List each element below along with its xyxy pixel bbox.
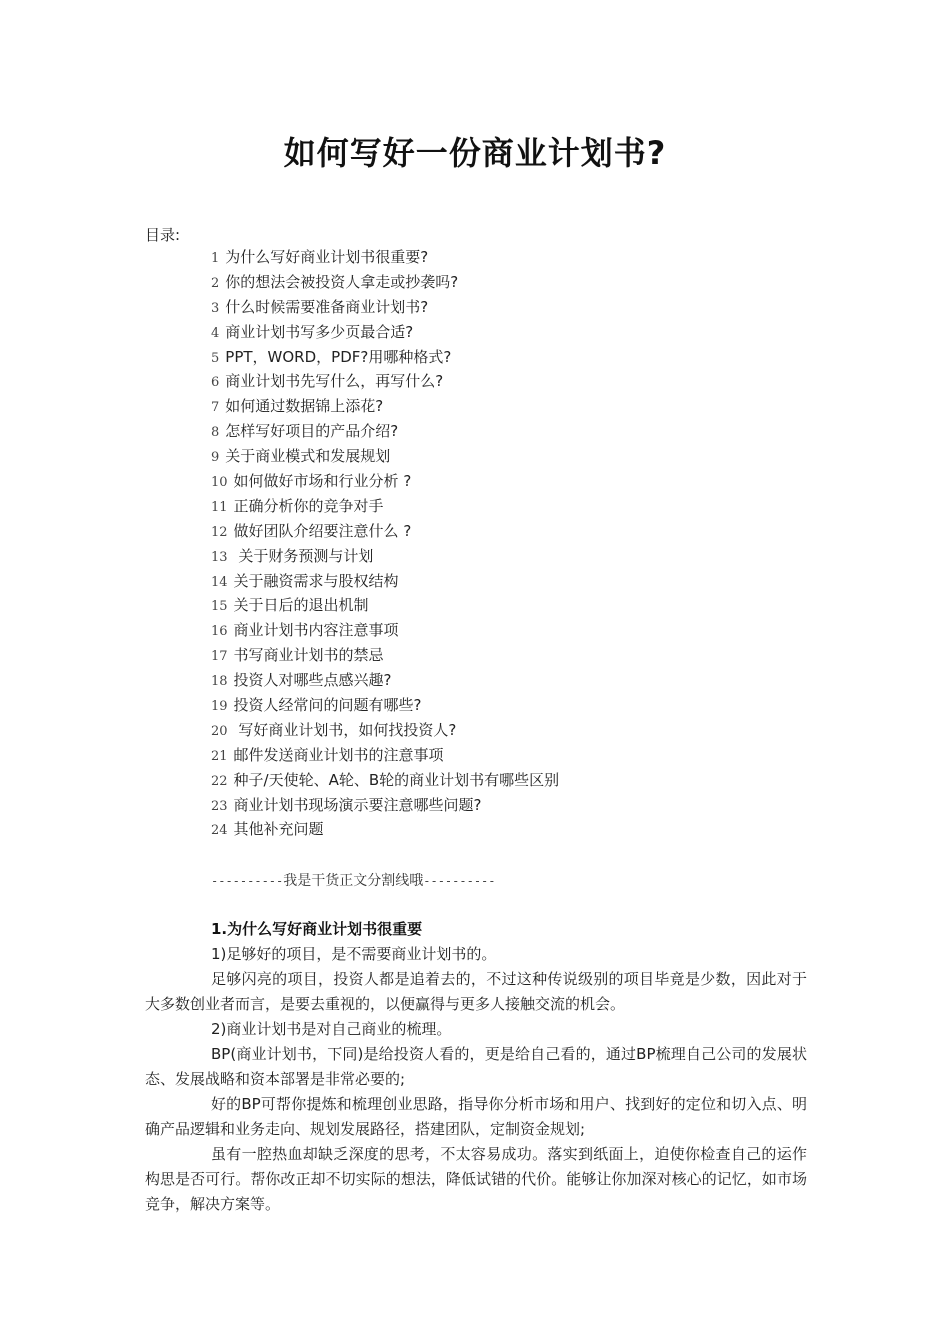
toc-item-number: 14 [211,574,228,590]
section-divider [211,870,496,890]
paragraph: 好的BP可帮你提炼和梳理创业思路，指导你分析市场和用户、找到好的定位和切入点、明确产品逻辑和业务走向、规划发展路径，搭建团队，定制资金规划; [145,1095,807,1138]
toc-item-text: 你的想法会被投资人拿走或抄袭吗? [225,272,459,291]
toc-item-number: 4 [211,325,220,341]
toc-item-text: 关于商业模式和发展规划 [225,447,391,466]
paragraph: BP(商业计划书，下同)是给投资人看的，更是给自己看的，通过BP梳理自己公司的发展状态、发展战略和资本部署是非常必要的; [145,1045,807,1088]
toc-item [211,245,559,270]
toc-item [211,569,559,594]
toc-item-text: 关于财务预测与计划 [233,546,374,565]
toc-item-text: 正确分析你的竞争对手 [233,496,384,515]
toc-item-number: 11 [211,499,228,515]
paragraph: 足够闪亮的项目，投资人都是追着去的，不过这种传说级别的项目毕竟是少数，因此对于大多数创业者而言，是要去重视的，以便赢得与更多人接触交流的机会。 [145,970,807,1013]
toc-item-number: 10 [211,475,228,491]
toc-item-number: 3 [211,300,220,316]
toc-item [211,793,559,818]
toc-item-text: 关于日后的退出机制 [233,596,369,615]
toc-item [211,544,559,569]
toc-item [211,494,559,519]
toc-item-text: PPT，WORD，PDF?用哪种格式? [225,347,452,366]
table-of-contents [211,245,559,842]
toc-item-number: 2 [211,275,220,291]
toc-item [211,270,559,295]
toc-item [211,444,559,469]
toc-item-number: 15 [211,599,228,615]
divider-dashes-left: ---------- [211,874,284,888]
body-content [145,917,807,1217]
toc-item [211,618,559,643]
toc-item [211,519,559,544]
toc-item-number: 22 [211,773,228,789]
toc-item-number: 17 [211,649,228,665]
toc-item [211,369,559,394]
toc-item-number: 9 [211,450,220,466]
section-heading: 1.为什么写好商业计划书很重要 [211,920,423,938]
document-title: 如何写好一份商业计划书? [283,134,667,172]
toc-item-number: 24 [211,823,228,839]
toc-item-number: 21 [211,748,228,764]
toc-item-text: 写好商业计划书，如何找投资人? [233,720,457,739]
divider-dashes-right: ---------- [423,874,496,888]
toc-item [211,668,559,693]
toc-item [211,320,559,345]
toc-item-number: 18 [211,674,228,690]
toc-item-number: 6 [211,375,220,391]
toc-item-text: 怎样写好项目的产品介绍? [225,422,399,441]
paragraph: 虽有一腔热血却缺乏深度的思考，不太容易成功。落实到纸面上，迫使你检查自己的运作构思是否可行。帮你改正却不切实际的想法，降低试错的代价。能够让你加深对核心的记忆，如市场竞争，解决方案等。 [145,1145,807,1213]
toc-item [211,693,559,718]
toc-item [211,817,559,842]
toc-item [211,295,559,320]
toc-item-text: 商业计划书内容注意事项 [233,621,399,640]
toc-item-text: 如何通过数据锦上添花? [225,397,384,416]
toc-item-number: 16 [211,624,228,640]
toc-label: 目录: [145,226,181,244]
toc-item-number: 12 [211,524,228,540]
toc-item [211,643,559,668]
toc-item-text: 邮件发送商业计划书的注意事项 [233,745,444,764]
toc-item [211,593,559,618]
toc-item-number: 19 [211,699,228,715]
toc-item [211,394,559,419]
divider-text: 我是干货正文分割线哦 [283,873,424,889]
toc-item-number: 8 [211,425,220,441]
toc-item-number: 7 [211,400,220,416]
toc-item-number: 13 [211,549,228,565]
toc-item-text: 什么时候需要准备商业计划书? [225,297,429,316]
toc-item-text: 商业计划书现场演示要注意哪些问题? [233,795,482,814]
toc-item [211,419,559,444]
toc-item-text: 投资人经常问的问题有哪些? [233,696,422,715]
toc-item-text: 其他补充问题 [233,820,324,839]
toc-item-text: 投资人对哪些点感兴趣? [233,671,392,690]
toc-item-text: 商业计划书写多少页最合适? [225,322,414,341]
toc-item-text: 为什么写好商业计划书很重要? [225,248,429,266]
toc-item-text: 书写商业计划书的禁忌 [233,646,384,665]
toc-item [211,718,559,743]
toc-item-text: 做好团队介绍要注意什么 ? [233,521,412,540]
toc-item [211,768,559,793]
paragraph: 1)足够好的项目，是不需要商业计划书的。 [211,945,497,963]
toc-item-text: 关于融资需求与股权结构 [233,571,399,590]
paragraph: 2)商业计划书是对自己商业的梳理。 [211,1020,452,1038]
toc-item-text: 商业计划书先写什么，再写什么? [225,372,444,391]
toc-item [211,469,559,494]
toc-item [211,345,559,370]
toc-item-text: 种子/天使轮、A轮、B轮的商业计划书有哪些区别 [233,770,560,789]
toc-item-number: 23 [211,798,228,814]
toc-item-text: 如何做好市场和行业分析 ? [233,472,412,491]
toc-item-number: 5 [211,350,220,366]
toc-item-number: 20 [211,723,228,739]
toc-item-number: 1 [211,251,220,266]
toc-item [211,743,559,768]
